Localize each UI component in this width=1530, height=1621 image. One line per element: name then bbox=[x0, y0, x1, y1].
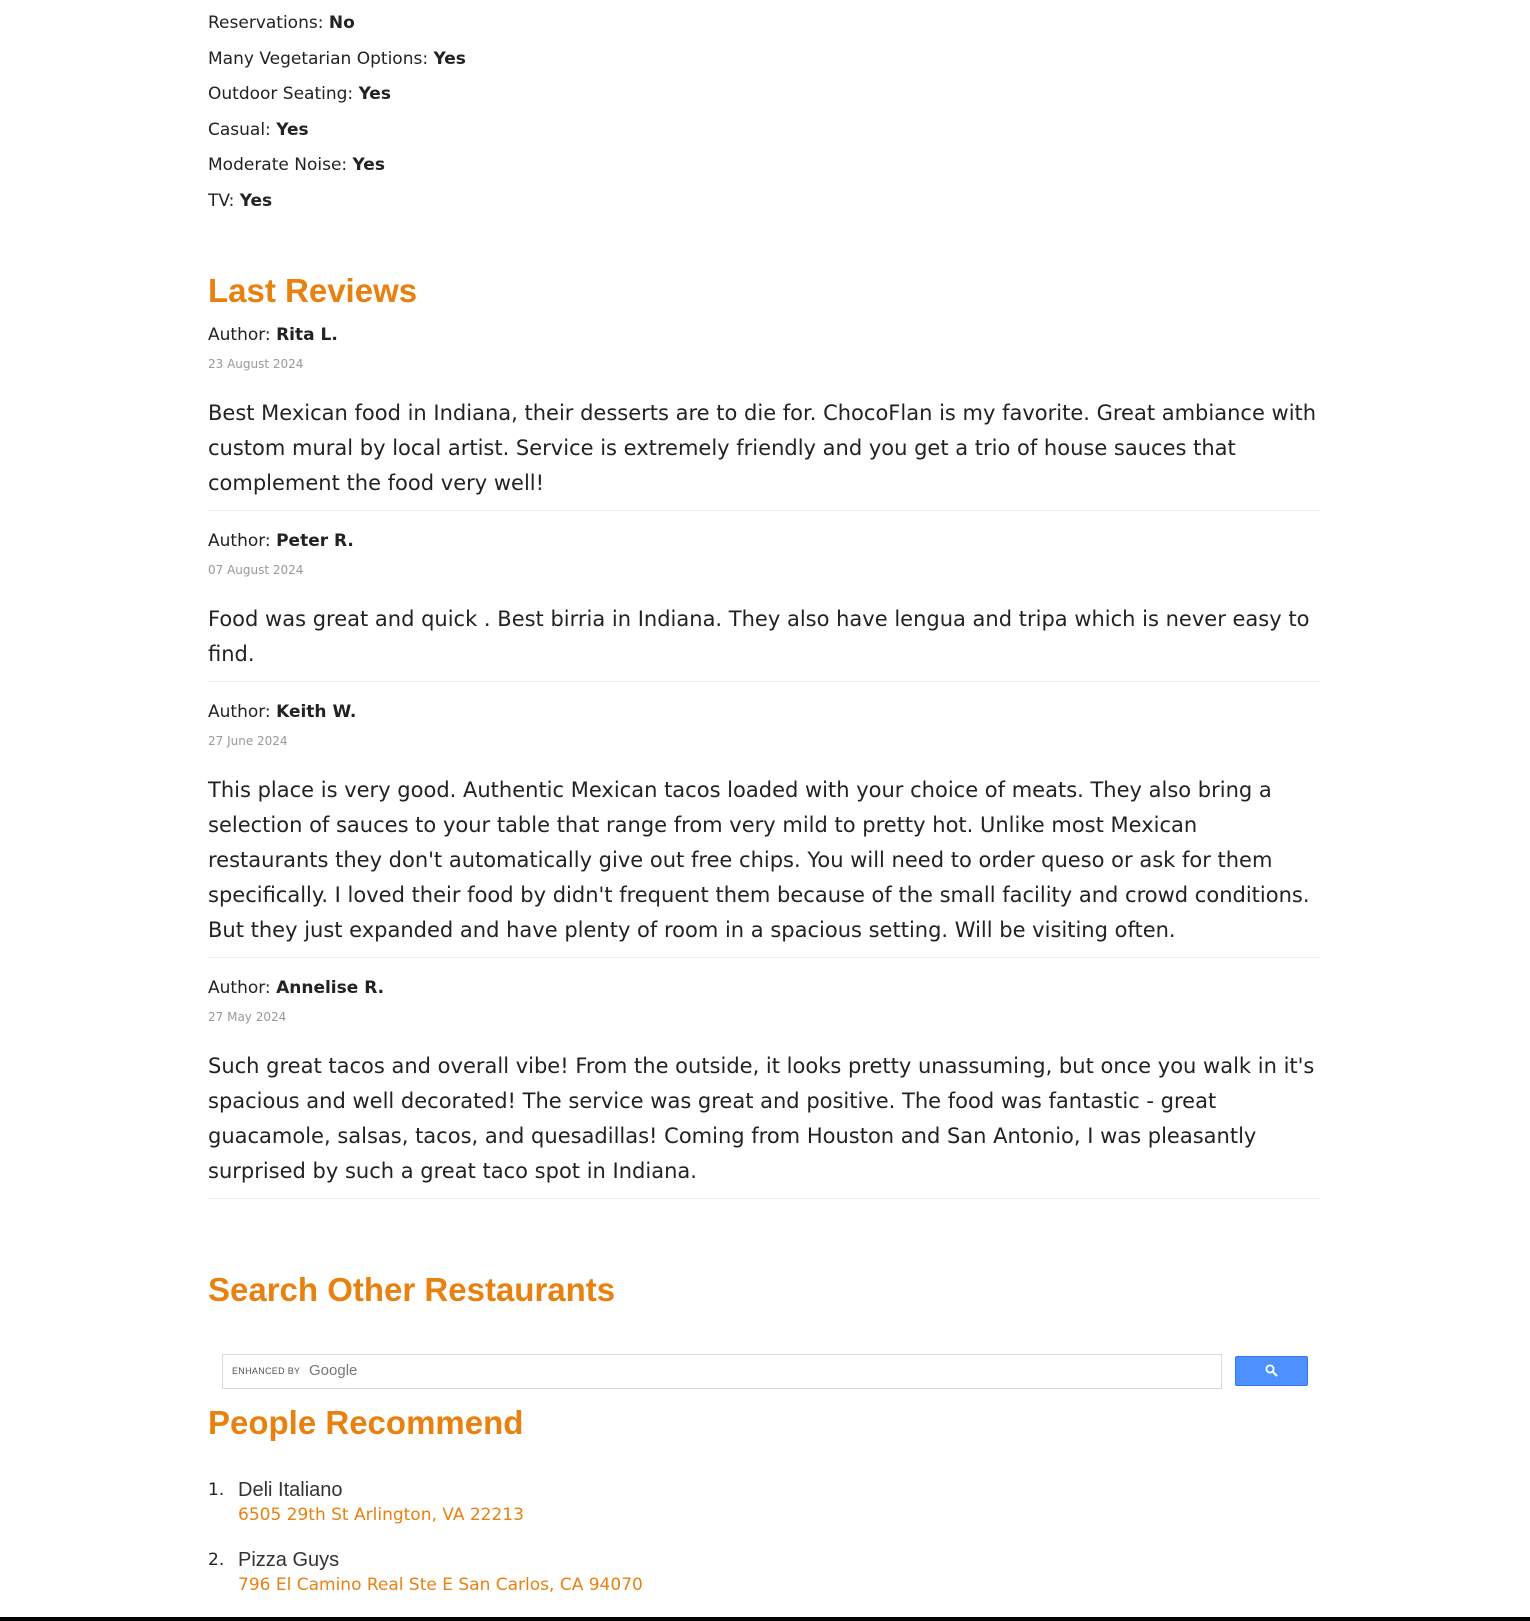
review-text: Food was great and quick . Best birria in Indiana. They also have lengua and tripa which is never easy to find. bbox=[208, 607, 1310, 666]
attribute-value: Yes bbox=[239, 190, 273, 211]
search-heading: Search Other Restaurants bbox=[208, 1271, 616, 1308]
attribute-outdoor-seating: Outdoor Seating: Yes bbox=[208, 84, 391, 104]
author-name: Annelise R. bbox=[276, 978, 385, 998]
review-text: Such great tacos and overall vibe! From the outside, it looks pretty unassuming, but once you walk in it's spacious and well decorated! The service was great and positive. The food was fantastic - great guacamole, salsas, tacos, and quesadillas! Coming from Houston and San Antonio, I was pleasantly surprised by such a great taco spot in Indiana. bbox=[208, 1054, 1315, 1183]
review-date: 07 August 2024 bbox=[208, 563, 304, 577]
attribute-value: Yes bbox=[358, 84, 391, 104]
restaurant-name: Deli Italiano bbox=[238, 1479, 343, 1501]
attribute-value: Yes bbox=[433, 48, 466, 69]
review-item bbox=[208, 529, 1320, 682]
enhanced-by-label: ENHANCED BY bbox=[232, 1366, 301, 1376]
author-name: Peter R. bbox=[276, 531, 354, 551]
search-input[interactable] bbox=[222, 1354, 1222, 1389]
review-author: Author: Peter R. bbox=[208, 531, 354, 551]
review-text: Best Mexican food in Indiana, their desserts are to die for. ChocoFlan is my favorite. Great ambiance with custom mural by local artist. Service is extremely friendly and you get a trio of house sauces that complement the food very well! bbox=[208, 401, 1317, 495]
list-number: 1. bbox=[208, 1480, 225, 1500]
attribute-value: No bbox=[328, 13, 355, 33]
attributes-list bbox=[208, 0, 1320, 213]
review-author: Author: Annelise R. bbox=[208, 978, 385, 998]
review-date: 27 May 2024 bbox=[208, 1010, 287, 1024]
restaurant-address-link[interactable]: 6505 29th St Arlington, VA 22213 bbox=[238, 1505, 524, 1525]
restaurant-name: Pizza Guys bbox=[238, 1549, 340, 1571]
attribute-value: Yes bbox=[276, 119, 309, 140]
review-item bbox=[208, 976, 1320, 1199]
search-icon bbox=[1265, 1362, 1278, 1381]
author-name: Keith W. bbox=[276, 702, 357, 722]
recommend-list bbox=[208, 1477, 1320, 1597]
review-author: Author: Keith W. bbox=[208, 702, 357, 722]
google-logo: Google bbox=[309, 1362, 358, 1379]
review-date: 27 June 2024 bbox=[208, 734, 288, 748]
recommend-item bbox=[208, 1547, 1320, 1597]
recommend-item bbox=[208, 1477, 1320, 1527]
review-item bbox=[208, 323, 1320, 511]
attribute-value: Yes bbox=[352, 155, 385, 175]
attribute-casual: Casual: Yes bbox=[208, 119, 309, 140]
restaurant-address-link[interactable]: 796 El Camino Real Ste E San Carlos, CA 94070 bbox=[238, 1575, 643, 1595]
review-text: This place is very good. Authentic Mexican tacos loaded with your choice of meats. They also bring a selection of sauces to your table that range from very mild to pretty hot. Unlike most Mexican restaurants they don't automatically give out free chips. You will need to order queso or ask for them specifically. I loved their food by didn't frequent them because of the small facility and crowd conditions. But they just expanded and have plenty of room in a spacious setting. Will be visiting often. bbox=[208, 778, 1310, 942]
author-name: Rita L. bbox=[276, 325, 338, 345]
attribute-vegetarian: Many Vegetarian Options: Yes bbox=[208, 48, 466, 69]
list-number: 2. bbox=[208, 1550, 225, 1570]
review-date: 23 August 2024 bbox=[208, 357, 304, 371]
review-item bbox=[208, 700, 1320, 958]
attribute-reservations: Reservations: No bbox=[208, 13, 355, 33]
attribute-noise: Moderate Noise: Yes bbox=[208, 155, 385, 175]
attribute-tv: TV: Yes bbox=[208, 190, 273, 211]
review-author: Author: Rita L. bbox=[208, 325, 338, 345]
bottom-border bbox=[0, 1617, 1530, 1621]
search-button[interactable] bbox=[1235, 1356, 1308, 1386]
reviews-list bbox=[208, 323, 1320, 1199]
recommend-heading: People Recommend bbox=[208, 1404, 524, 1441]
reviews-heading: Last Reviews bbox=[208, 272, 418, 309]
